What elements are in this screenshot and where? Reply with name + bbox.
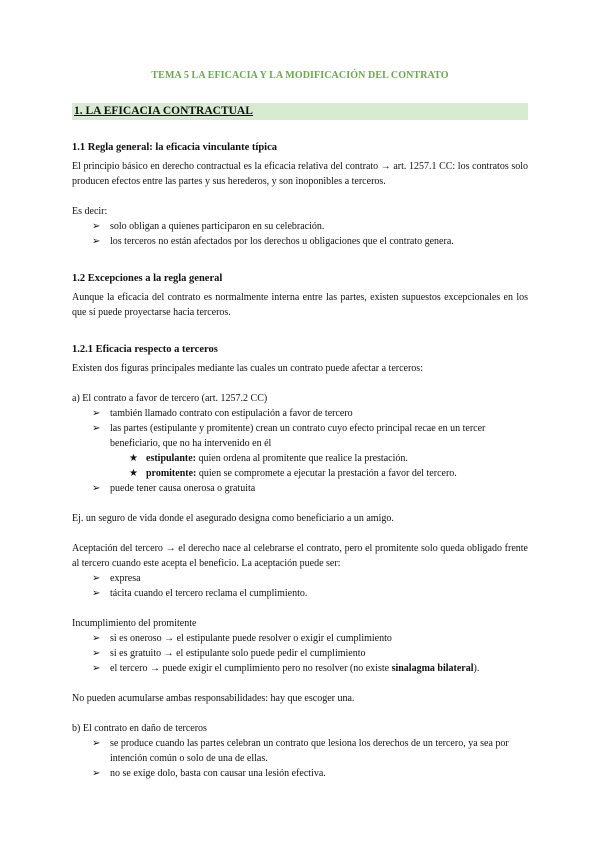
list-item: ➢ se produce cuando las partes celebran un contrato que lesiona los derechos de un tercero, ya sea por intención común o solo de una de ellas. xyxy=(92,738,509,764)
arrow-bullet-icon: ➢ xyxy=(92,408,101,419)
list-a-cont xyxy=(72,481,528,496)
arrow-bullet-icon: ➢ xyxy=(92,738,101,749)
list-item: ➢ si es gratuito → el estipulante solo puede pedir el cumplimiento xyxy=(92,648,366,659)
list-acceptance xyxy=(72,571,528,601)
list-item: ➢ expresa xyxy=(92,573,141,584)
arrow-bullet-icon: ➢ xyxy=(92,573,101,584)
list-item: ➢ también llamado contrato con estipulación a favor de tercero xyxy=(92,408,353,419)
arrow-bullet-icon: ➢ xyxy=(92,423,101,434)
list-a xyxy=(72,406,528,451)
list-item: ➢ los terceros no están afectados por los derechos u obligaciones que el contrato genera. xyxy=(92,236,454,247)
list-item: ➢ puede tener causa onerosa o gratuita xyxy=(92,483,256,494)
list-incumplimiento xyxy=(72,631,528,676)
arrow-bullet-icon: ➢ xyxy=(92,588,101,599)
list-item: ➢ tácita cuando el tercero reclama el cumplimiento. xyxy=(92,588,308,599)
list-item: ➢ solo obligan a quienes participaron en su celebración. xyxy=(92,221,325,232)
list-item: ➢ las partes (estipulante y promitente) crean un contrato cuyo efecto principal recae en un tercer beneficiario, que no ha intervenido en él xyxy=(92,423,486,449)
list-es-decir xyxy=(72,219,528,249)
list-item: ➢ no se exige dolo, basta con causar una lesión efectiva. xyxy=(92,768,326,779)
heading-1-2: 1.2 Excepciones a la regla general xyxy=(72,273,223,284)
arrow-bullet-icon: ➢ xyxy=(92,663,101,674)
paragraph-no-acumular: No pueden acumularse ambas responsabilidades: hay que escoger una. xyxy=(72,693,355,704)
paragraph-intro: Existen dos figuras principales mediante las cuales un contrato puede afectar a terceros: xyxy=(72,363,423,374)
section-heading-1: 1. LA EFICACIA CONTRACTUAL xyxy=(72,103,528,120)
heading-1-2-1: 1.2.1 Eficacia respecto a terceros xyxy=(72,344,218,355)
paragraph-principle: El principio básico en derecho contractual es la eficacia relativa del contrato → art. 1257.1 CC: los contratos solo producen efectos entre las partes y sus herederos, y son inoponibles a terceros. xyxy=(72,161,528,187)
arrow-bullet-icon: ➢ xyxy=(92,483,101,494)
list-b xyxy=(72,736,528,781)
arrow-bullet-icon: ➢ xyxy=(92,768,101,779)
subtitle-incumplimiento: Incumplimiento del promitente xyxy=(72,618,197,629)
list-item: ★ promitente: quien se compromete a ejecutar la prestación a favor del tercero. xyxy=(129,468,457,479)
document-title: TEMA 5 LA EFICACIA Y LA MODIFICACIÓN DEL CONTRATO xyxy=(151,70,449,81)
document-body xyxy=(72,68,528,781)
list-item: ★ estipulante: quien ordena al promitente que realice la prestación. xyxy=(129,453,408,464)
paragraph-example: Ej. un seguro de vida donde el asegurado designa como beneficiario a un amigo. xyxy=(72,513,394,524)
arrow-bullet-icon: ➢ xyxy=(92,221,101,232)
arrow-bullet-icon: ➢ xyxy=(92,648,101,659)
lead-es-decir: Es decir: xyxy=(72,206,108,217)
subtitle-b: b) El contrato en daño de terceros xyxy=(72,723,207,734)
star-bullet-icon: ★ xyxy=(129,468,138,479)
heading-1-1: 1.1 Regla general: la eficacia vinculante típica xyxy=(72,142,278,153)
arrow-bullet-icon: ➢ xyxy=(92,633,101,644)
list-item: ➢ si es oneroso → el estipulante puede resolver o exigir el cumplimiento xyxy=(92,633,392,644)
paragraph-exceptions: Aunque la eficacia del contrato es normalmente interna entre las partes, existen supuestos excepcionales en los que sí puede proyectarse hacia terceros. xyxy=(72,292,528,318)
arrow-bullet-icon: ➢ xyxy=(92,236,101,247)
list-roles xyxy=(72,451,528,481)
list-item: ➢ el tercero → puede exigir el cumplimiento pero no resolver (no existe sinalagma bilateral). xyxy=(92,663,480,674)
star-bullet-icon: ★ xyxy=(129,453,138,464)
subtitle-a: a) El contrato a favor de tercero (art. 1257.2 CC) xyxy=(72,393,268,404)
paragraph-acceptance: Aceptación del tercero → el derecho nace al celebrarse el contrato, pero el promitente solo queda obligado frente al tercero cuando este acepta el beneficio. La aceptación puede ser: xyxy=(72,543,528,569)
